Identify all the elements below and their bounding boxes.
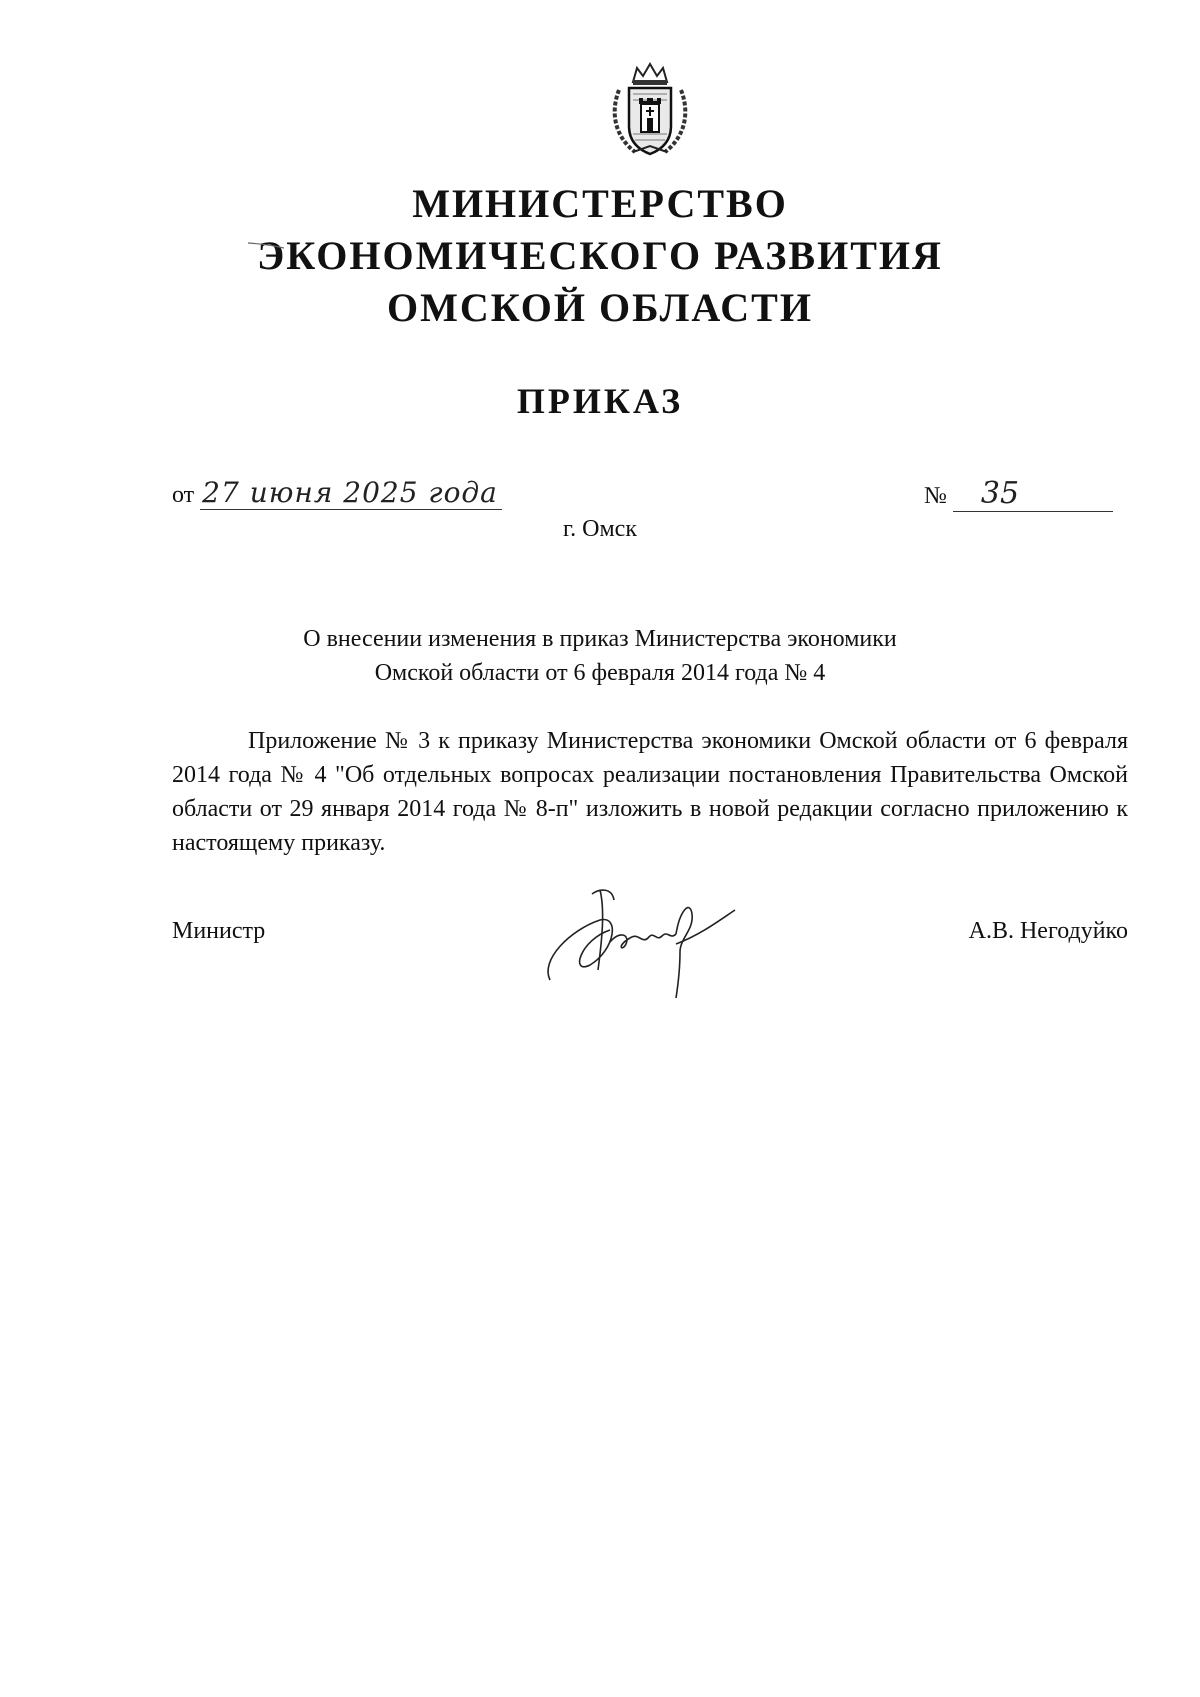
handwritten-signature	[530, 880, 760, 1000]
ministry-header-line-2: ЭКОНОМИЧЕСКОГО РАЗВИТИЯ	[257, 233, 943, 278]
signatory-title: Министр	[172, 918, 266, 944]
order-subject-line-2: Омской области от 6 февраля 2014 года № 4	[374, 660, 826, 686]
ministry-header-line-3: ОМСКОЙ ОБЛАСТИ	[387, 285, 813, 330]
stray-pen-mark	[248, 240, 284, 250]
handwritten-number: 35	[953, 476, 1113, 512]
date-row	[172, 476, 502, 510]
ministry-header	[0, 178, 1200, 334]
order-subject-line-1: О внесении изменения в приказ Министерства экономики	[303, 626, 897, 652]
order-body	[172, 724, 1128, 860]
coat-of-arms-icon	[605, 60, 695, 160]
date-prefix: от	[172, 482, 195, 508]
ministry-header-line-1: МИНИСТЕРСТВО	[412, 181, 788, 226]
handwritten-date: 27 июня 2025 года	[200, 476, 502, 510]
order-body-paragraph: Приложение № 3 к приказу Министерства экономики Омской области от 6 февраля 2014 года № 4 "Об отдельных вопросах реализации постановления Правительства Омской области от 29 января 2014 года № 8-п" изложить в новой редакции согласно приложению к настоящему приказу.	[172, 728, 1128, 856]
order-subject	[0, 622, 1200, 690]
signatory-name: А.В. Негодуйко	[968, 918, 1128, 944]
document-type-title: ПРИКАЗ	[516, 381, 684, 421]
city-line: г. Омск	[563, 516, 637, 542]
number-row	[924, 476, 1113, 512]
number-prefix: №	[924, 483, 947, 509]
